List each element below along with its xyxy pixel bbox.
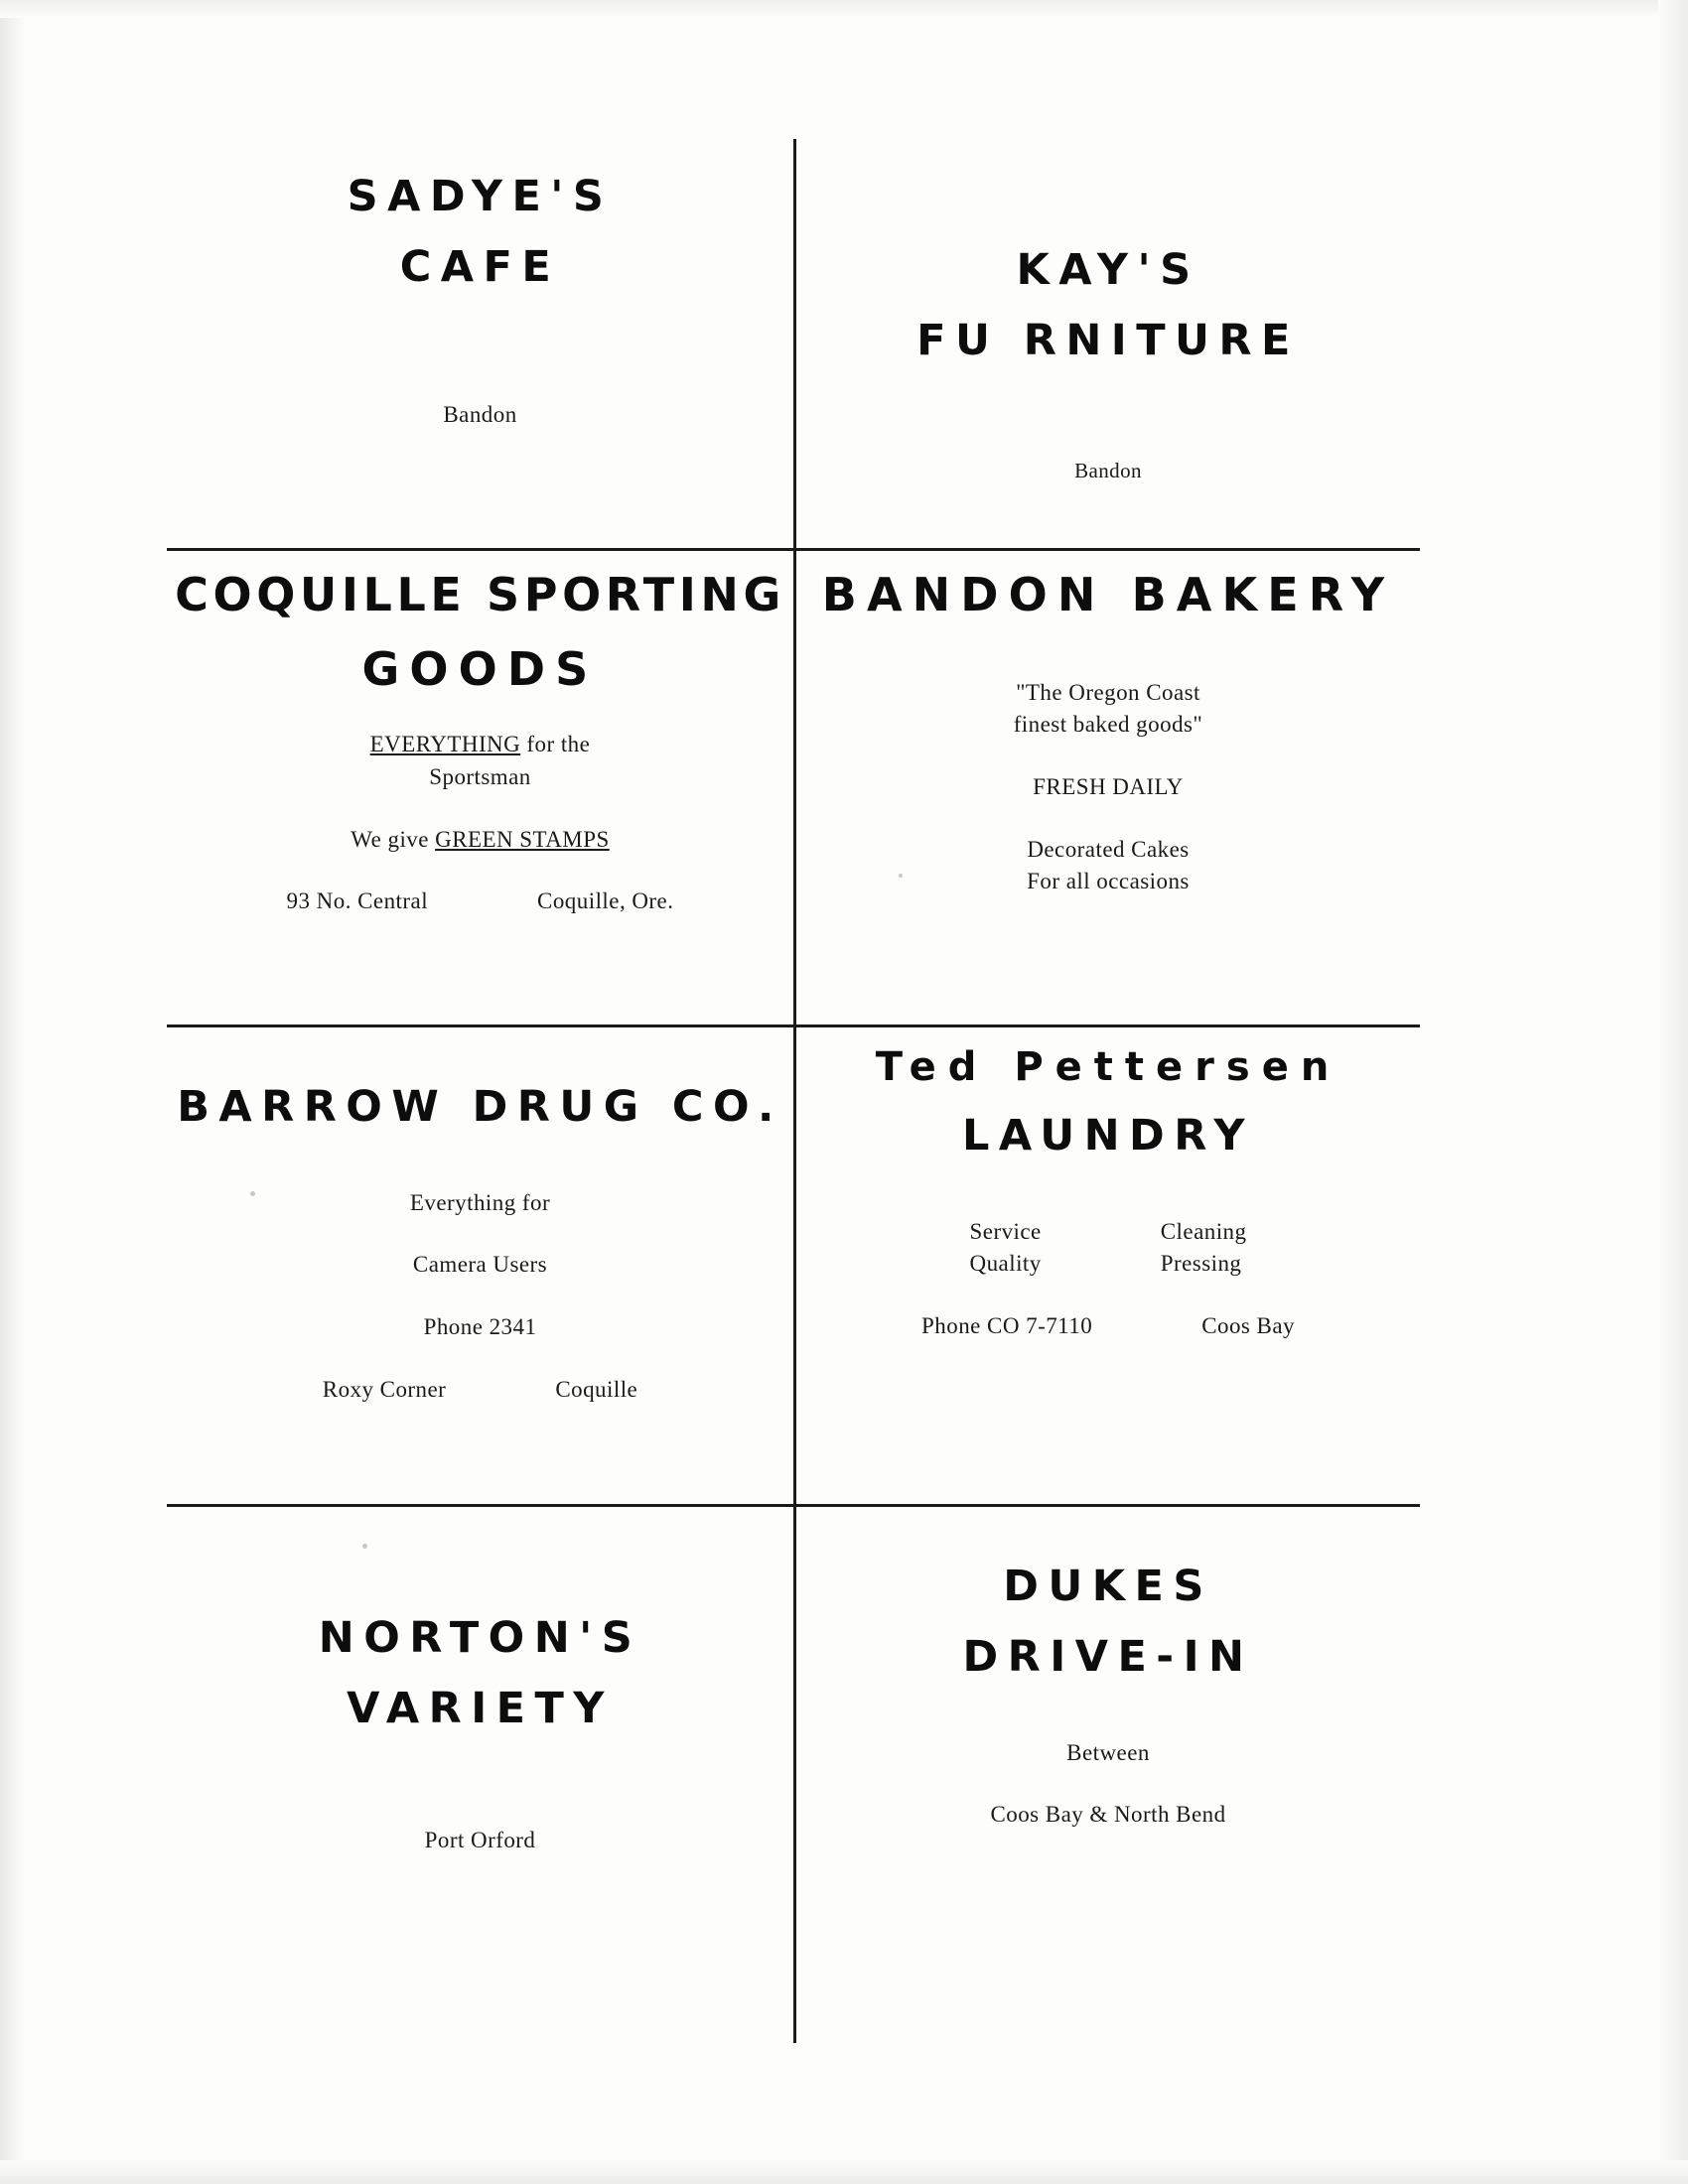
advertisement-grid [167, 139, 1420, 2043]
ad-coquille-sporting-goods [167, 551, 793, 1024]
ad-address-row [167, 1374, 793, 1407]
ad-body-line: Between [1066, 1739, 1150, 1765]
scan-edge-bottom [0, 2160, 1688, 2184]
ad-services-column-2 [1161, 1216, 1247, 1281]
ad-tagline-2: Sportsman [429, 764, 531, 790]
ad-address-row [167, 886, 793, 918]
ad-city: Coos Bay [1201, 1312, 1295, 1338]
ad-address-city: Coquille, Ore. [537, 888, 674, 914]
scan-edge-left [0, 0, 26, 2184]
ad-location: Bandon [1074, 458, 1142, 482]
ad-ted-pettersen-laundry [796, 1027, 1420, 1504]
ad-location: Bandon [443, 401, 517, 427]
ad-title-line: KAY'S [1016, 245, 1200, 295]
ad-location: Port Orford [424, 1827, 536, 1852]
ad-slogan-line: finest baked goods" [1013, 712, 1203, 738]
ad-phone: Phone CO 7-7110 [921, 1312, 1093, 1338]
ad-sadyes-cafe [167, 139, 793, 548]
ad-stamps-line [167, 824, 793, 857]
ad-body-line: Everything for [409, 1189, 551, 1215]
ad-stamps-emphasis: GREEN STAMPS [435, 826, 610, 852]
ad-address-street: 93 No. Central [286, 888, 429, 914]
ad-tagline-rest: for the [520, 732, 591, 757]
ad-address-street: Roxy Corner [322, 1376, 447, 1402]
ad-kays-furniture [796, 139, 1420, 548]
ad-title-line: BANDON BAKERY [821, 568, 1395, 621]
ad-title-line: Ted Pettersen [875, 1044, 1341, 1090]
ad-services-column-1 [970, 1216, 1042, 1281]
ad-phone: Phone 2341 [423, 1314, 537, 1340]
ad-title-line: FU RNITURE [916, 315, 1300, 365]
ad-tagline-emphasis: EVERYTHING [369, 732, 521, 757]
ad-bandon-bakery [796, 551, 1420, 1024]
ad-title-line: NORTON'S [318, 1613, 642, 1663]
ad-title-line: SADYE'S [347, 172, 614, 221]
ad-title-line: COQUILLE SPORTING [175, 568, 785, 621]
ad-service-item: Pressing [1160, 1251, 1242, 1277]
ad-title-line: DUKES [1003, 1562, 1213, 1611]
ad-fresh-daily: FRESH DAILY [1033, 774, 1184, 800]
ad-service-item: Cleaning [1160, 1218, 1247, 1244]
ad-title-line: DRIVE-IN [962, 1631, 1254, 1682]
ad-cakes-line: Decorated Cakes [1027, 836, 1190, 862]
ad-title-line: VARIETY [347, 1683, 614, 1733]
ad-service-item: Quality [969, 1251, 1042, 1277]
scan-edge-top [0, 0, 1688, 18]
ad-slogan-line: "The Oregon Coast [1016, 679, 1200, 705]
ad-nortons-variety [167, 1507, 793, 2043]
scan-edge-right [1658, 0, 1688, 2184]
ad-services [796, 1216, 1420, 1281]
ad-body-line: Coos Bay & North Bend [990, 1802, 1226, 1828]
ad-barrow-drug-co [167, 1027, 793, 1504]
ad-address-city: Coquille [555, 1376, 638, 1402]
ad-dukes-drive-in [796, 1507, 1420, 2043]
ad-title-line: CAFE [399, 241, 561, 292]
ad-title-line: LAUNDRY [961, 1110, 1255, 1160]
ad-title-line: BARROW DRUG CO. [177, 1082, 783, 1132]
ad-tagline-1 [167, 729, 793, 761]
ad-service-item: Service [969, 1218, 1042, 1244]
ad-title-line: GOODS [361, 641, 599, 696]
ad-contact-row [796, 1310, 1420, 1343]
ad-body-line: Camera Users [412, 1252, 548, 1278]
ad-stamps-prefix: We give [351, 826, 436, 852]
ad-cakes-line: For all occasions [1027, 869, 1190, 894]
